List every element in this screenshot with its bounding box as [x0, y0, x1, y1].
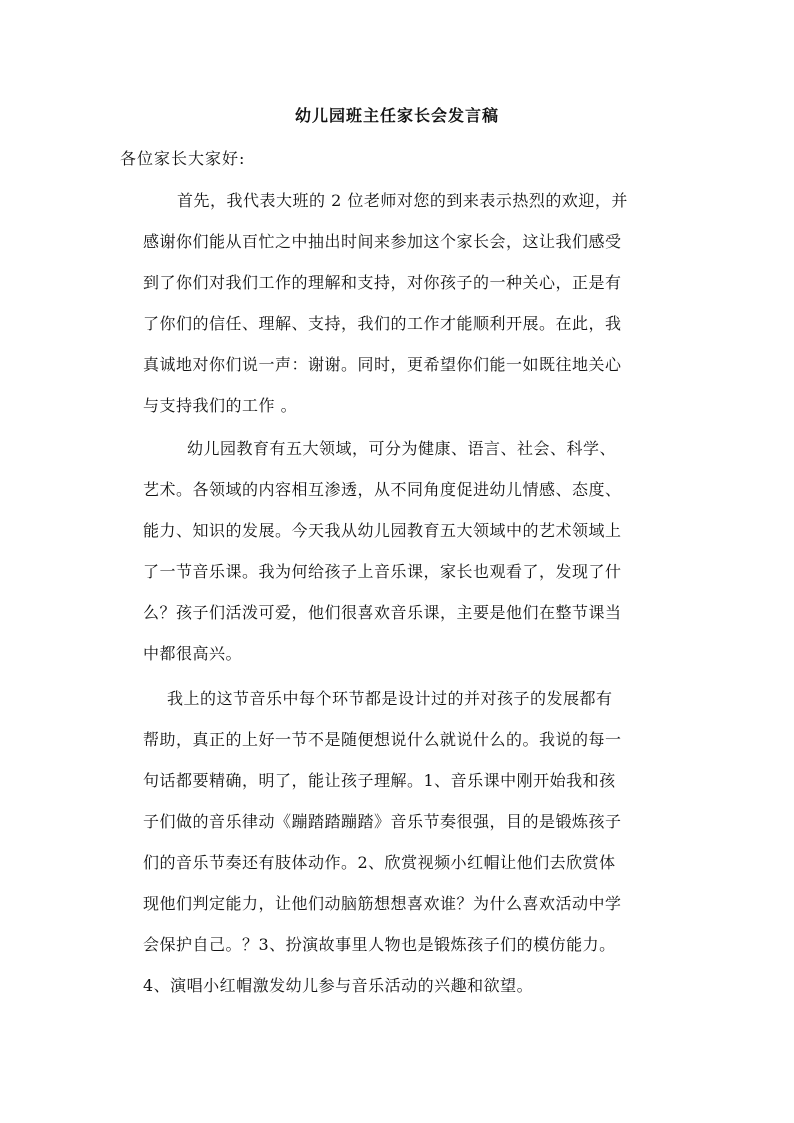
document-title: 幼儿园班主任家长会发言稿 [294, 106, 499, 125]
salutation: 各位家长大家好: [120, 149, 246, 168]
paragraph-line: 到了你们对我们工作的理解和支持，对你孩子的一种关心，正是有 [143, 273, 622, 292]
paragraph-line: 了一节音乐课。我为何给孩子上音乐课，家长也观看了，发现了什 [143, 562, 622, 581]
paragraph-line: 会保护自己。？3、扮演故事里人物也是锻炼孩子们的模仿能力。 [143, 935, 616, 954]
paragraph-line: 真诚地对你们说一声：谢谢。同时，更希望你们能一如既往地关心 [143, 355, 622, 374]
paragraph-line: 中都很高兴。 [143, 644, 243, 663]
paragraph-line: 能力、知识的发展。今天我从幼儿园教育五大领域中的艺术领域上 [143, 521, 622, 540]
paragraph-line: 了你们的信任、理解、支持，我们的工作才能顺利开展。在此，我 [143, 314, 622, 333]
paragraph-line: 幼儿园教育有五大领域，可分为健康、语言、社会、科学、 [187, 439, 617, 458]
paragraph-line: 们的音乐节奏还有肢体动作。2、欣赏视频小红帽让他们去欣赏体 [143, 853, 616, 872]
paragraph-line: 么？孩子们活泼可爱，他们很喜欢音乐课，主要是他们在整节课当 [143, 603, 622, 622]
paragraph-line: 子们做的音乐律动《蹦踏踏蹦踏》音乐节奏很强，目的是锻炼孩子 [143, 812, 622, 831]
paragraph-line: 感谢你们能从百忙之中抽出时间来参加这个家长会，这让我们感受 [143, 232, 622, 251]
paragraph-line: 句话都要精确，明了，能让孩子理解。1、音乐课中刚开始我和孩 [143, 771, 616, 790]
paragraph-line: 艺术。各领域的内容相互渗透，从不同角度促进幼儿情感、态度、 [143, 480, 622, 499]
paragraph-line: 4、演唱小红帽激发幼儿参与音乐活动的兴趣和欲望。 [143, 976, 534, 995]
paragraph-line: 与支持我们的工作 。 [143, 396, 298, 415]
paragraph-line: 首先，我代表大班的 2 位老师对您的到来表示热烈的欢迎，并 [177, 191, 628, 210]
paragraph-line: 帮助，真正的上好一节不是随便想说什么就说什么的。我说的每一 [143, 730, 622, 749]
paragraph-line: 我上的这节音乐中每个环节都是设计过的并对孩子的发展都有 [167, 689, 613, 708]
paragraph-line: 现他们判定能力，让他们动脑筋想想喜欢谁？为什么喜欢活动中学 [143, 894, 622, 913]
